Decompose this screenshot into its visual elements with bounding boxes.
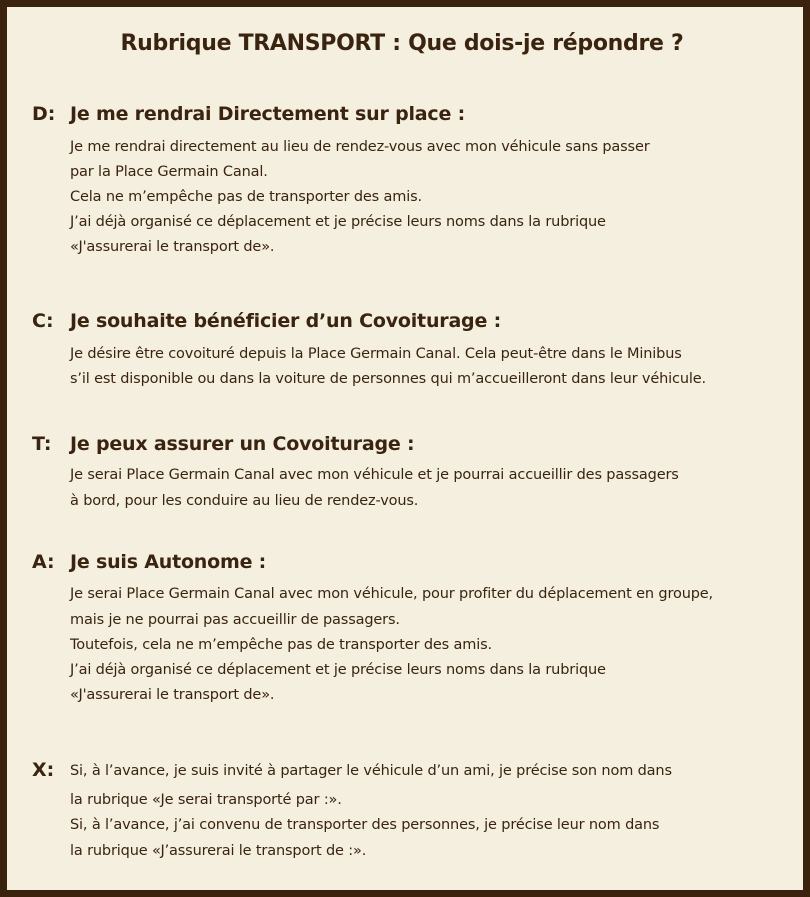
section-line: à bord, pour les conduire au lieu de rendez-vous. (70, 493, 419, 509)
section-heading: Je peux assurer un Covoiturage : (70, 433, 415, 455)
section-line: par la Place Germain Canal. (70, 164, 268, 180)
section-heading: Je souhaite bénéficier d’un Covoiturage : (70, 310, 501, 332)
section-line: J’ai déjà organisé ce déplacement et je précise leurs noms dans la rubrique (70, 214, 606, 230)
section-line: mais je ne pourrai pas accueillir de passagers. (70, 612, 400, 628)
section-line: s’il est disponible ou dans la voiture de personnes qui m’accueilleront dans leur véhicule. (70, 371, 706, 387)
section-line: Je serai Place Germain Canal avec mon véhicule, pour profiter du déplacement en groupe, (70, 586, 714, 602)
section-line: Si, à l’avance, j’ai convenu de transporter des personnes, je précise leur nom dans (70, 817, 660, 833)
section-line: Je serai Place Germain Canal avec mon véhicule et je pourrai accueillir des passagers (70, 467, 679, 483)
section-code: T: (32, 433, 52, 455)
section-heading: Je me rendrai Directement sur place : (70, 103, 465, 125)
section-code: C: (32, 310, 54, 332)
section-line: Je me rendrai directement au lieu de rendez-vous avec mon véhicule sans passer (70, 139, 650, 155)
section-heading: Je suis Autonome : (70, 551, 267, 573)
section-code: X: (32, 759, 55, 781)
section-line: la rubrique «J’assurerai le transport de :». (70, 843, 367, 859)
section-line: «J'assurerai le transport de». (70, 687, 275, 703)
page-title: Rubrique TRANSPORT : Que dois-je répondre ? (120, 31, 684, 56)
section-line: Toutefois, cela ne m’empêche pas de transporter des amis. (70, 637, 492, 653)
section-line: J’ai déjà organisé ce déplacement et je précise leurs noms dans la rubrique (70, 662, 606, 678)
section-line: Je désire être covoituré depuis la Place Germain Canal. Cela peut-être dans le Minibus (70, 346, 682, 362)
section-code: D: (32, 103, 56, 125)
section-line: Si, à l’avance, je suis invité à partager le véhicule d’un ami, je précise son nom dans (70, 763, 672, 779)
section-line: la rubrique «Je serai transporté par :». (70, 792, 342, 808)
section-line: «J'assurerai le transport de». (70, 239, 275, 255)
section-code: A: (32, 551, 55, 573)
section-line: Cela ne m’empêche pas de transporter des amis. (70, 189, 422, 205)
